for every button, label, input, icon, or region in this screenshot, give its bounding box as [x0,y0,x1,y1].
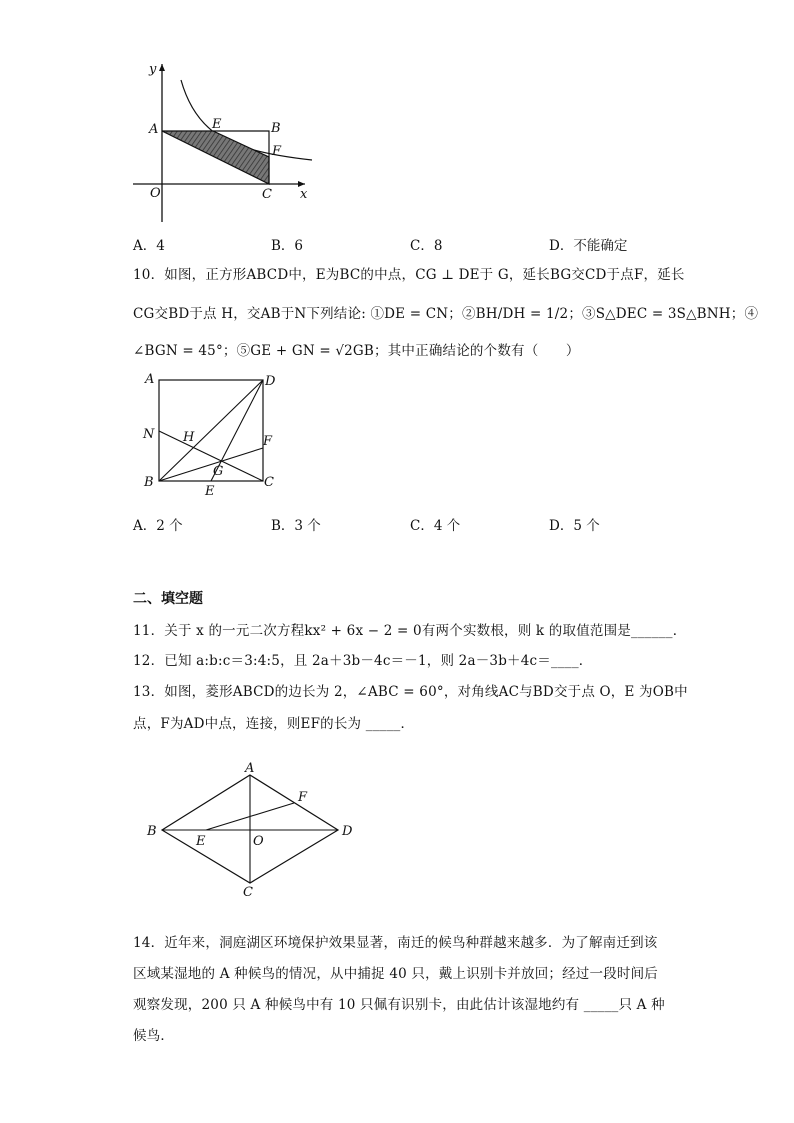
diagonal-bd [159,380,263,481]
label-y: y [149,62,157,77]
label-E: E [196,834,206,849]
q10-line-1: 10．如图，正方形ABCD中，E为BC的中点，CG ⊥ DE于 G，延长BG交CD于点F，延长 [133,267,685,283]
label-H: H [183,430,195,445]
label-A: A [145,372,155,387]
label-O: O [253,834,264,849]
q9-option-a: A．4 [133,238,165,254]
label-x: x [300,187,308,202]
q9-figure [0,0,794,260]
label-B: B [271,121,281,136]
label-F: F [263,434,273,449]
label-F: F [298,790,308,805]
q14-line-2: 区域某湿地的 A 种候鸟的情况，从中捕捉 40 只，戴上识别卡并放回；经过一段时间后 [133,966,658,982]
q9-option-b: B．6 [271,238,304,254]
label-N: N [143,427,155,442]
q10-line-2: CG交BD于点 H，交AB于N下列结论: ①DE = CN；②BH/DH = 1/2；③S△DEC = 3S△BNH；④ [133,306,759,322]
label-O: O [150,186,161,201]
q13-line-1: 13．如图，菱形ABCD的边长为 2，∠ABC = 60°，对角线AC与BD交于点 O，E 为OB中 [133,684,688,700]
q13-figure [0,755,794,900]
q10-option-a: A．2 个 [133,518,183,534]
label-D: D [265,374,276,389]
label-A: A [149,122,159,137]
label-E: E [212,117,222,132]
section-title: 二、填空题 [133,591,203,607]
q14-line-4: 候鸟． [133,1028,175,1044]
q10-option-b: B．3 个 [271,518,321,534]
q14-line-3: 观察发现，200 只 A 种候鸟中有 10 只佩有识别卡，由此估计该湿地约有 _____只 A 种 [133,997,665,1013]
shaded-parallelogram [162,131,269,184]
label-G: G [213,464,224,479]
q14-line-1: 14．近年来，洞庭湖区环境保护效果显著，南迁的候鸟种群越来越多．为了解南迁到该 [133,935,658,951]
q10-line-3: ∠BGN = 45°；⑤GE + GN = √2GB；其中正确结论的个数有（ ） [133,343,580,359]
label-F: F [272,144,282,159]
q9-option-c: C．8 [410,238,443,254]
segment-cn [159,431,263,481]
segment-bf [159,448,263,481]
q10-option-d: D．5 个 [549,518,600,534]
q10-figure [0,360,794,500]
label-E: E [205,484,215,499]
q10-option-c: C．4 个 [410,518,461,534]
label-D: D [342,824,353,839]
label-A: A [245,761,255,776]
q12-text: 12．已知 a:b:c＝3:4:5，且 2a＋3b－4c＝－1，则 2a－3b＋4c＝____． [133,653,593,669]
q9-option-d: D．不能确定 [549,238,628,254]
q11-text: 11．关于 x 的一元二次方程kx² + 6x − 2 = 0有两个实数根，则 k 的取值范围是______． [133,623,687,639]
label-C: C [243,885,253,900]
label-C: C [262,187,272,202]
label-B: B [144,475,154,490]
label-B: B [147,824,157,839]
q13-line-2: 点，F为AD中点，连接，则EF的长为 _____． [133,716,415,732]
label-C: C [264,475,274,490]
